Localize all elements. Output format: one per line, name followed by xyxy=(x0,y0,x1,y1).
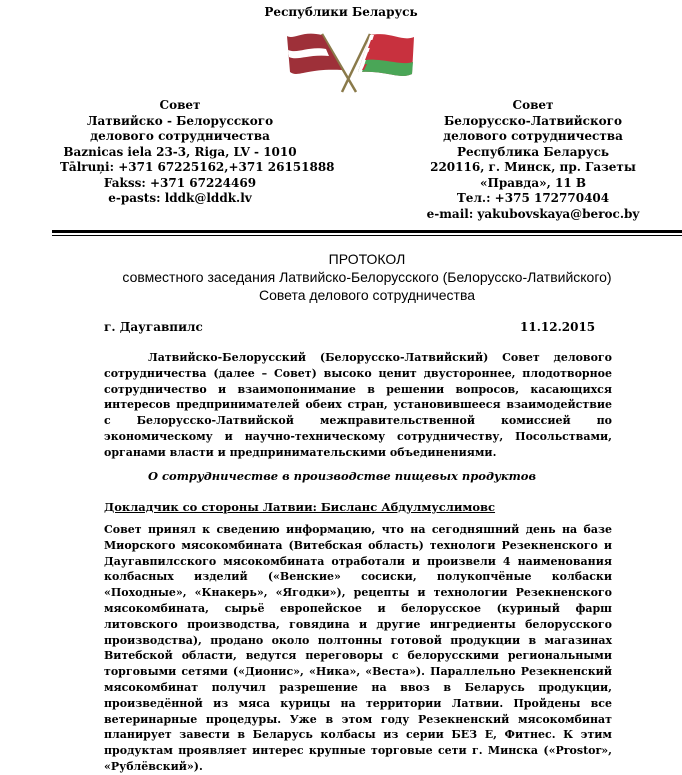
header-divider xyxy=(52,230,682,233)
right-org-address: «Правда», 11 В xyxy=(480,175,586,190)
latvia-council-address xyxy=(60,98,335,207)
body-paragraph: Совет принял к сведению информацию, что на сегодняшний день на базе Миорского мясокомбината (Витебская область) технологи Резекненского и Даугавпилсского мясокомбината отработали и произвели 4 наименования колбасных изделий («Венские» сосиски, полукопчёные колбаски «Походные», «Кнакерь», «Ягодки»), рецепты и технологии Резекненского мясокомбината, сырьё европейское и белорусское (куриный фарш литовского производства, говядина и другие ингредиенты белорусского производства), продано около полтонны готовой продукции в магазинах Витебской области, ведутся переговоры с белорусскими региональными торговыми сетями («Дионис», «Ника», «Веста»). Параллельно Резекненский мясокомбинат получил разрешение на ввоз в Беларусь продукции, произведённой из мяса курицы на территории Латвии. Пройдены все ветеринарные процедуры. Уже в этом году Резекненский мясокомбинат планирует завести в Беларусь колбасы из серии БЕЗ Е, Фитнес. К этим продуктам проявляет интерес крупные торговые сети г. Минска («Prostor», «Рублёвский»). xyxy=(104,523,612,773)
header-divider-thin xyxy=(52,235,682,236)
crossed-flags-icon xyxy=(282,26,418,94)
title-subtitle: совместного заседания Латвийско-Белорусского (Белорусско-Латвийского) xyxy=(122,269,612,285)
belarus-council-address xyxy=(418,98,648,222)
left-org-phone: Tālruņi: +371 67225162,+371 26151888 xyxy=(60,160,335,174)
left-org-email: e-pasts: lddk@lddk.lv xyxy=(108,191,252,205)
left-org-line: Латвийско - Белорусского xyxy=(86,113,274,128)
meeting-city: г. Даугавпилс xyxy=(104,320,203,334)
meeting-date: 11.12.2015 xyxy=(520,320,596,334)
left-org-address: Baznicas iela 23-3, Riga, LV - 1010 xyxy=(63,144,297,159)
right-org-line: делового сотрудничества xyxy=(443,129,623,143)
right-org-line: Белорусско-Латвийского xyxy=(444,113,622,128)
speaker-line: Докладчик со стороны Латвии: Бисланс Абдулмуслимовс xyxy=(104,500,496,514)
right-org-line: Совет xyxy=(512,98,554,112)
title-protocol: ПРОТОКОЛ xyxy=(328,251,406,267)
title-council: Совета делового сотрудничества xyxy=(258,287,476,303)
right-org-email: e-mail: yakubovskaya@beroc.by xyxy=(426,206,640,221)
left-org-line: Совет xyxy=(159,98,201,112)
left-org-fax: Fakss: +371 67224469 xyxy=(103,175,257,190)
right-org-address: 220116, г. Минск, пр. Газеты xyxy=(430,160,636,174)
left-org-line: делового сотрудничества xyxy=(90,129,270,143)
intro-paragraph: Латвийско-Белорусский (Белорусско-Латвийский) Совет делового сотрудничества (далее – Совет) высоко ценит двустороннее, плодотворное сотрудничество и взаимопонимание в решении вопросов, касающихся интересов предпринимателей обеих стран, установившееся взаимодействие с Белорусско-Латвийской межправительственной комиссией по экономическому и научно-техническому сотрудничеству, Посольствами, органами власти и предпринимательскими объединениями. xyxy=(104,351,612,459)
right-org-phone: Тел.: +375 172770404 xyxy=(456,191,610,205)
header-cut-line: Республики Беларусь xyxy=(264,5,418,19)
right-org-country: Республика Беларусь xyxy=(456,144,610,159)
section-heading: О сотрудничестве в производстве пищевых продуктов xyxy=(148,469,537,483)
document-title xyxy=(52,250,682,304)
